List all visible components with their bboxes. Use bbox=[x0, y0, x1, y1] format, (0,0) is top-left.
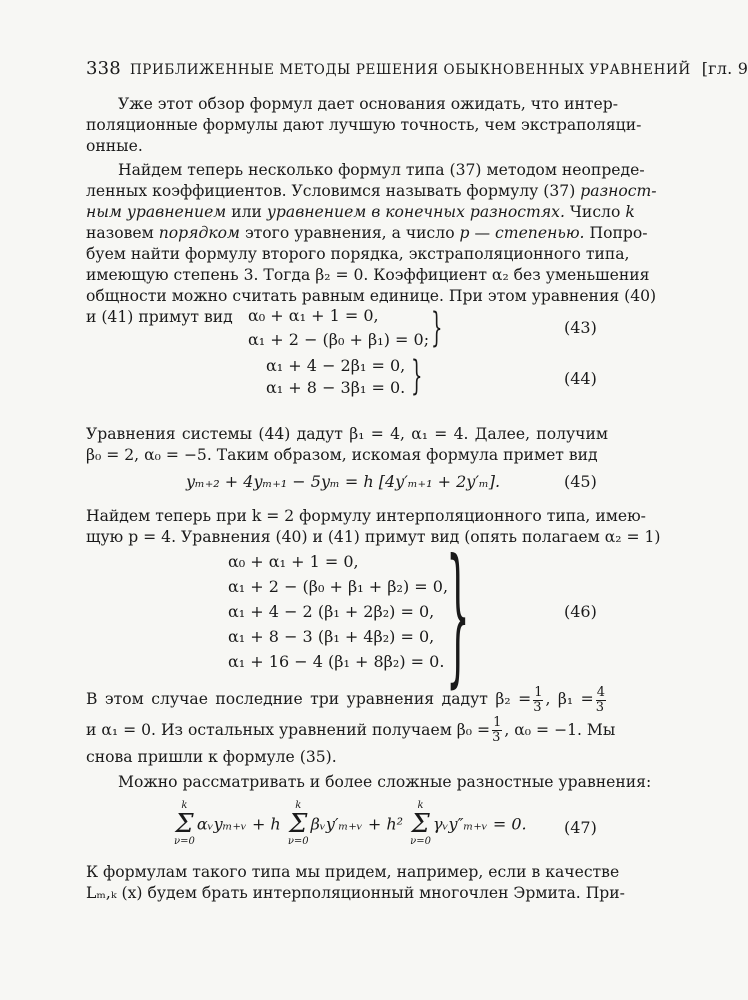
text-line: β₀ = 2, α₀ = −5. Таким образом, искомая формула примет вид bbox=[86, 446, 598, 464]
fraction: $\frac{1}{3}$ bbox=[533, 684, 543, 715]
paragraph-3 bbox=[86, 424, 608, 466]
text-line: онные. bbox=[86, 137, 143, 155]
text-line: Уже этот обзор формул дает основания ожидать, что интер- bbox=[118, 95, 618, 113]
text-line: В этом случае последние три уравнения дадут β₂ = $\frac{1}{3}$ , β₁ = $\frac{4}{3}$ bbox=[86, 684, 605, 715]
equation-44-line-2: α₁ + 8 − 3β₁ = 0. bbox=[266, 378, 406, 397]
text-line: назовем порядком этого уравнения, а число p — степенью. Попро- bbox=[86, 224, 648, 242]
text-line: К формулам такого типа мы придем, например, если в качестве bbox=[86, 863, 620, 881]
text-line: Найдем теперь при k = 2 формулу интерполяционного типа, имею- bbox=[86, 507, 646, 525]
running-header bbox=[86, 58, 748, 79]
text-line: щую p = 4. Уравнения (40) и (41) примут вид (опять полагаем α₂ = 1) bbox=[86, 528, 661, 546]
text-line: Lₘ,ₖ (x) будем брать интерполяционный многочлен Эрмита. При- bbox=[86, 884, 625, 902]
paragraph-6 bbox=[86, 772, 652, 793]
equation-46-line: α₁ + 16 − 4 (β₁ + 8β₂) = 0. bbox=[228, 652, 445, 671]
chapter-label: [гл. 9 bbox=[701, 59, 748, 78]
paragraph-5 bbox=[86, 684, 616, 769]
page-number: 338 bbox=[86, 58, 121, 79]
sum-symbol: k Σ ν=0 bbox=[410, 800, 431, 847]
sum-symbol: k Σ ν=0 bbox=[287, 800, 309, 847]
equation-44-line-1: α₁ + 4 − 2β₁ = 0, bbox=[266, 356, 406, 375]
equation-46-line: α₀ + α₁ + 1 = 0, bbox=[228, 552, 359, 571]
equation-number-44: (44) bbox=[564, 369, 597, 388]
text-line: общности можно считать равным единице. При этом уравнения (40) bbox=[86, 287, 657, 305]
sum-symbol: k Σ ν=0 bbox=[174, 800, 195, 847]
right-brace: } bbox=[410, 353, 423, 399]
equation-43-line-1: α₀ + α₁ + 1 = 0, bbox=[248, 306, 379, 325]
fraction: $\frac{1}{3}$ bbox=[492, 715, 502, 745]
text-line: буем найти формулу второго порядка, экстраполяционного типа, bbox=[86, 245, 630, 263]
text-line: Найдем теперь несколько формул типа (37) методом неопреде- bbox=[118, 161, 645, 179]
equation-43-line-2: α₁ + 2 − (β₀ + β₁) = 0; bbox=[248, 330, 430, 349]
running-title: ПРИБЛИЖЕННЫЕ МЕТОДЫ РЕШЕНИЯ ОБЫКНОВЕННЫХ УРАВНЕНИЙ bbox=[129, 62, 691, 78]
equation-46-line: α₁ + 2 − (β₀ + β₁ + β₂) = 0, bbox=[228, 577, 449, 596]
paragraph-1 bbox=[86, 94, 642, 157]
text-line: и α₁ = 0. Из остальных уравнений получаем β₀ = $\frac{1}{3}$ , α₀ = −1. Мы bbox=[86, 715, 616, 745]
equation-number-46: (46) bbox=[564, 602, 597, 621]
fraction: $\frac{4}{3}$ bbox=[595, 684, 605, 715]
equation-47: k Σ ν=0 αᵥyₘ₊ᵥ + h k Σ ν=0 βᵥy′ₘ₊ᵥ + h² k Σ ν=0 γᵥy″ₘ₊ᵥ = 0. bbox=[174, 800, 527, 847]
equation-46-line: α₁ + 4 − 2 (β₁ + 2β₂) = 0, bbox=[228, 602, 435, 621]
equation-number-45: (45) bbox=[564, 472, 597, 491]
text-line: имеющую степень 3. Тогда β₂ = 0. Коэффициент α₂ без уменьшения bbox=[86, 266, 650, 284]
equation-number-47: (47) bbox=[564, 818, 597, 837]
text-line: и (41) примут вид bbox=[86, 308, 233, 326]
right-brace: } bbox=[430, 305, 443, 351]
text-line: Можно рассматривать и более сложные разностные уравнения: bbox=[118, 773, 652, 791]
equation-46-line: α₁ + 8 − 3 (β₁ + 4β₂) = 0, bbox=[228, 627, 435, 646]
paragraph-7 bbox=[86, 862, 625, 904]
text-line: ленных коэффициентов. Условимся называть формулу (37) разност- bbox=[86, 182, 657, 200]
text-line: ным уравнением или уравнением в конечных разностях. Число k bbox=[86, 203, 635, 221]
text-line: поляционные формулы дают лучшую точность, чем экстраполяци- bbox=[86, 116, 642, 134]
equation-45: yₘ₊₂ + 4yₘ₊₁ − 5yₘ = h [4y′ₘ₊₁ + 2y′ₘ]. bbox=[186, 472, 501, 491]
text-line: снова пришли к формуле (35). bbox=[86, 748, 337, 766]
paragraph-4 bbox=[86, 506, 661, 548]
right-brace: } bbox=[446, 528, 470, 702]
text-line: Уравнения системы (44) дадут β₁ = 4, α₁ = 4. Далее, получим bbox=[86, 425, 608, 443]
equation-number-43: (43) bbox=[564, 318, 597, 337]
paragraph-2 bbox=[86, 160, 657, 328]
